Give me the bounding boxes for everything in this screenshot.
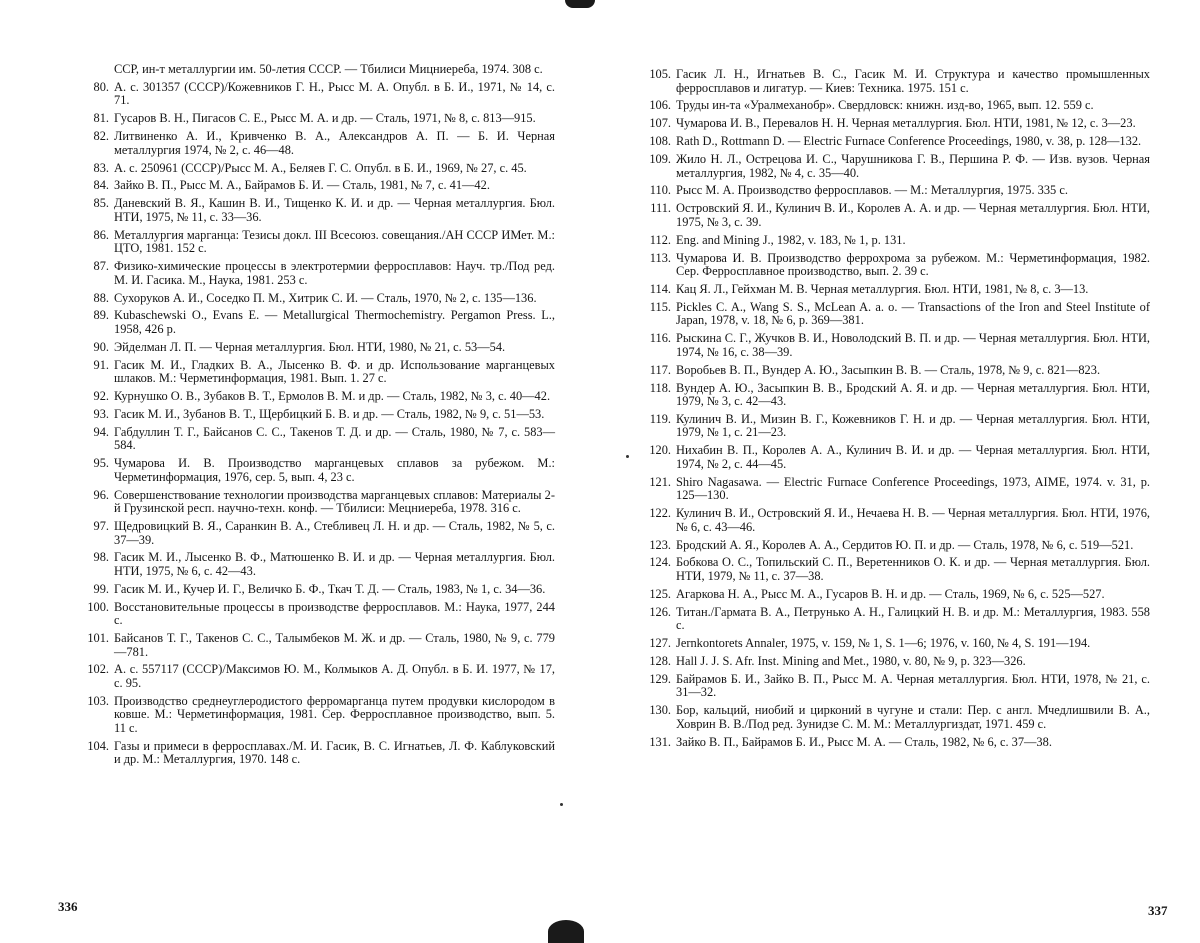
reference-entry (80, 426, 555, 453)
reference-number: 105. (649, 67, 671, 81)
reference-entry (80, 229, 555, 256)
reference-text: Рысс М. А. Производство ферросплавов. — М.: Металлургия, 1975. 335 с. (676, 183, 1068, 198)
reference-entry (642, 202, 1150, 229)
reference-number: 87. (93, 259, 109, 274)
reference-entry (642, 704, 1150, 731)
reference-text: А. с. 250961 (СССР)/Рысс М. А., Беляев Г. С. Опубл. в Б. И., 1969, № 27, с. 45. (114, 160, 527, 175)
reference-entry (642, 332, 1150, 359)
reference-entry (642, 234, 1150, 248)
reference-text: Kubaschewski O., Evans E. — Metallurgical Thermochemistry. Pergamon Press. L., 1958, 426 p. (114, 308, 555, 336)
reference-text: Кулинич В. И., Мизин В. Г., Кожевников Г. Н. и др. — Черная металлургия. Бюл. НТИ, 1979, № 1, с. 21—23. (676, 411, 1150, 440)
reference-number: 102. (87, 662, 109, 677)
reference-text: Shiro Nagasawa. — Electric Furnace Conference Proceedings, 1973, AIME, 1974. v. 31, p. 125—130. (676, 474, 1150, 503)
reference-entry (80, 359, 555, 386)
reference-entry (80, 341, 555, 355)
reference-text: Даневский В. Я., Кашин В. И., Тищенко К. И. и др. — Черная металлургия. Бюл. НТИ, 1975, № 11, с. 33—36. (114, 196, 555, 224)
reference-text: Гасик М. И., Зубанов В. Т., Щербицкий Б. В. и др. — Сталь, 1982, № 9, с. 51—53. (114, 406, 545, 421)
reference-text: Зайко В. П., Рысс М. А., Байрамов Б. И. — Сталь, 1981, № 7, с. 41—42. (114, 178, 490, 193)
reference-entry (80, 740, 555, 767)
reference-entry (642, 382, 1150, 409)
reference-entry (642, 283, 1150, 297)
reference-number: 97. (93, 519, 109, 534)
reference-text: Газы и примеси в ферросплавах./М. И. Гасик, В. С. Игнатьев, Л. Ф. Каблуковский и др. М.: Металлургия, 1970. 148 с. (114, 738, 555, 767)
reference-entry (642, 117, 1150, 131)
reference-number: 116. (649, 331, 671, 346)
reference-entry (80, 408, 555, 422)
reference-text: А. с. 557117 (СССР)/Максимов Ю. М., Колмыков А. Д. Опубл. в Б. И. 1977, № 17, с. 95. (114, 662, 555, 690)
reference-entry (80, 583, 555, 597)
reference-entry (80, 81, 555, 108)
reference-text: Гасик М. И., Лысенко В. Ф., Матюшенко В. И. и др. — Черная металлургия. Бюл. НТИ, 1975, № 6, с. 42—43. (114, 550, 555, 578)
reference-text: Jernkontorets Annaler, 1975, v. 159, № 1, S. 1—6; 1976, v. 160, № 4, S. 191—194. (676, 636, 1091, 651)
reference-text: Совершенствование технологии производства марганцевых сплавов: Материалы 2-й Грузинской респ. научно-техн. конф. — Тбилиси: Мецниереба, 1978. 316 с. (114, 487, 555, 516)
reference-entry (80, 663, 555, 690)
reference-number: 104. (87, 738, 109, 753)
right-page (600, 0, 1200, 943)
reference-number: 83. (93, 160, 109, 175)
reference-entry (642, 99, 1150, 113)
reference-entry (642, 252, 1150, 279)
reference-entry (642, 673, 1150, 700)
reference-entry (642, 588, 1150, 602)
reference-entry (642, 444, 1150, 471)
reference-entry (80, 390, 555, 404)
reference-entry (80, 489, 555, 516)
reference-text: Rath D., Rottmann D. — Electric Furnace Conference Proceedings, 1980, v. 38, p. 128—132. (676, 134, 1142, 149)
reference-text: Байрамов Б. И., Зайко В. П., Рысс М. А. Черная металлургия. Бюл. НТИ, 1978, № 21, с. 31—32. (676, 671, 1150, 700)
reference-text: Бродский А. Я., Королев А. А., Сердитов Ю. П. и др. — Сталь, 1978, № 6, с. 519—521. (676, 537, 1134, 552)
reference-entry (80, 260, 555, 287)
reference-entry (80, 130, 555, 157)
reference-text: Эйделман Л. П. — Черная металлургия. Бюл. НТИ, 1980, № 21, с. 53—54. (114, 339, 506, 354)
reference-text: Чумарова И. В. Производство феррохрома за рубежом. М.: Черметинформация, 1982. Сер. Ферросплавное производство, вып. 2. 39 с. (676, 250, 1150, 279)
reference-text: Рыскина С. Г., Жучков В. И., Новолодский В. П. и др. — Черная металлургия. Бюл. НТИ, 1974, № 16, с. 38—39. (676, 331, 1150, 359)
reference-text: Бор, кальций, ниобий и цирконий в чугуне и стали: Пер. с англ. Мчедлишвили В. А., Ховрин В. В./Под ред. Зунидзе С. М. М.: Металлургиздат, 1971. 459 с. (676, 703, 1150, 731)
page-number-left: 336 (58, 899, 78, 914)
reference-text: Труды ин-та «Уралмеханобр». Свердловск: книжн. изд-во, 1965, вып. 12. 559 с. (676, 98, 1094, 113)
reference-text: Кац Я. Л., Гейхман М. В. Черная металлургия. Бюл. НТИ, 1981, № 8, с. 3—13. (676, 282, 1089, 297)
reference-text: Hall J. J. S. Afr. Inst. Mining and Met., 1980, v. 80, № 9, p. 323—326. (676, 653, 1026, 668)
reference-number: 114. (649, 282, 671, 297)
reference-entry (80, 197, 555, 224)
reference-number: 129. (649, 671, 671, 686)
reference-text: Жило Н. Л., Острецова И. С., Чарушникова Г. В., Першина Р. Ф. — Изв. вузов. Черная металлургия, 1982, № 4, с. 35—40. (676, 152, 1150, 180)
reference-number: 91. (93, 357, 109, 372)
reference-entry (80, 601, 555, 628)
reference-text: Байсанов Т. Г., Такенов С. С., Талымбеков М. Ж. и др. — Сталь, 1980, № 9, с. 779—781. (114, 631, 555, 659)
scan-blot-bottom (548, 920, 584, 943)
reference-text: Pickles C. A., Wang S. S., McLean A. a. o. — Transactions of the Iron and Steel Institute of Japan, 1978, v. 18, № 6, p. 369—381. (676, 299, 1150, 328)
reference-text: Сухоруков А. И., Соседко П. М., Хитрик С. И. — Сталь, 1970, № 2, с. 135—136. (114, 290, 537, 305)
reference-number: 98. (93, 550, 109, 565)
reference-number: 119. (649, 411, 671, 426)
reference-text: Курнушко О. В., Зубаков В. Т., Ермолов В. М. и др. — Сталь, 1982, № 3, с. 40—42. (114, 389, 551, 404)
reference-text: Чумарова И. В., Перевалов Н. Н. Черная металлургия. Бюл. НТИ, 1981, № 12, с. 3—23. (676, 116, 1136, 131)
reference-entry (80, 162, 555, 176)
reference-text: Гасик Л. Н., Игнатьев В. С., Гасик М. И. Структура и качество промышленных ферросплавов и лигатур. — Киев: Техника. 1975. 151 с. (676, 67, 1150, 95)
reference-number: 113. (649, 250, 671, 265)
reference-text: Eng. and Mining J., 1982, v. 183, № 1, p. 131. (676, 232, 906, 247)
page-number-right: 337 (1148, 903, 1168, 918)
reference-entry (642, 606, 1150, 633)
reference-entry (80, 112, 555, 126)
reference-number: 92. (93, 389, 109, 404)
reference-entry (642, 153, 1150, 180)
reference-entry (80, 695, 555, 736)
reference-number: 122. (649, 506, 671, 521)
reference-number: 106. (649, 98, 671, 113)
reference-text: Агаркова Н. А., Рысс М. А., Гусаров В. Н. и др. — Сталь, 1969, № 6, с. 525—527. (676, 586, 1105, 601)
reference-text: Металлургия марганца: Тезисы докл. III Всесоюз. совещания./АН СССР ИМет. М.: ЦТО, 1981. 152 с. (114, 227, 555, 256)
reference-entry (642, 184, 1150, 198)
reference-number: 117. (649, 362, 671, 377)
reference-number: 89. (93, 308, 109, 323)
reference-number: 95. (93, 456, 109, 471)
reference-text: Зайко В. П., Байрамов Б. И., Рысс М. А. — Сталь, 1982, № 6, с. 37—38. (676, 734, 1052, 749)
reference-list-right (642, 68, 1150, 754)
reference-text: Бобкова О. С., Топильский С. П., Веретенников О. К. и др. — Черная металлургия. Бюл. НТИ, 1979, № 11, с. 37—38. (676, 555, 1150, 583)
reference-number: 93. (93, 406, 109, 421)
reference-entry (642, 556, 1150, 583)
reference-entry (80, 292, 555, 306)
reference-number: 80. (93, 79, 109, 94)
reference-number: 120. (649, 443, 671, 458)
reference-entry (80, 179, 555, 193)
reference-entry (642, 539, 1150, 553)
reference-continuation: ССР, ин-т металлургии им. 50-летия СССР. — Тбилиси Мицниереба, 1974. 308 с. (114, 62, 543, 76)
reference-text: Гасик М. И., Кучер И. Г., Величко Б. Ф., Ткач Т. Д. — Сталь, 1983, № 1, с. 34—36. (114, 581, 546, 596)
reference-entry (80, 457, 555, 484)
reference-entry (642, 637, 1150, 651)
reference-text: Щедровицкий В. Я., Саранкин В. А., Стебливец Л. Н. и др. — Сталь, 1982, № 5, с. 37—39. (114, 519, 555, 547)
reference-number: 108. (649, 134, 671, 149)
reference-text: Восстановительные процессы в производстве ферросплавов. М.: Наука, 1977, 244 с. (114, 599, 555, 628)
reference-entry (642, 476, 1150, 503)
reference-text: Производство среднеуглеродистого ферромарганца путем продувки кислородом в ковше. М.: Черметинформация, 1981. Сер. Ферросплавное производство, вып. 5. 11 с. (114, 693, 555, 735)
reference-number: 103. (87, 693, 109, 708)
reference-number: 96. (93, 487, 109, 502)
reference-entry (642, 364, 1150, 378)
reference-number: 130. (649, 703, 671, 718)
reference-entry (80, 309, 555, 336)
reference-entry (642, 507, 1150, 534)
reference-number: 94. (93, 424, 109, 439)
reference-text: Физико-химические процессы в электротермии ферросплавов: Науч. тр./Под ред. М. И. Гасика. М., Наука, 1981. 253 с. (114, 259, 555, 287)
reference-number: 109. (649, 152, 671, 167)
reference-number: 86. (93, 227, 109, 242)
reference-number: 81. (93, 111, 109, 126)
reference-number: 100. (87, 599, 109, 614)
reference-entry (642, 736, 1150, 750)
reference-number: 82. (93, 129, 109, 144)
reference-number: 85. (93, 196, 109, 211)
reference-entry (642, 655, 1150, 669)
scan-speck (560, 803, 563, 806)
reference-number: 118. (649, 380, 671, 395)
reference-entries-right (642, 68, 1150, 749)
reference-text: Титан./Гармата В. А., Петрунько А. Н., Галицкий Н. В. и др. М.: Металлургия, 1983. 558 с. (676, 604, 1150, 633)
reference-entry (80, 632, 555, 659)
reference-text: А. с. 301357 (СССР)/Кожевников Г. Н., Рысс М. А. Опубл. в Б. И., 1971, № 14, с. 71. (114, 79, 555, 108)
reference-number: 90. (93, 339, 109, 354)
reference-number: 131. (649, 734, 671, 749)
reference-number: 115. (649, 299, 671, 314)
reference-number: 111. (650, 201, 671, 216)
reference-number: 84. (93, 178, 109, 193)
reference-entry (642, 68, 1150, 95)
reference-number: 107. (649, 116, 671, 131)
reference-text: Литвиненко А. И., Кривченко В. А., Александров А. П. — Б. И. Черная металлургия 1974, № 2, с. 46—48. (114, 129, 555, 157)
reference-entry (80, 520, 555, 547)
reference-number: 126. (649, 604, 671, 619)
reference-text: Вундер А. Ю., Засыпкин В. В., Бродский А. Я. и др. — Черная металлургия. Бюл. НТИ, 1979, № 3, с. 42—43. (676, 380, 1150, 409)
reference-text: Гусаров В. Н., Пигасов С. Е., Рысс М. А. и др. — Сталь, 1971, № 8, с. 813—915. (114, 111, 536, 126)
reference-entry (642, 135, 1150, 149)
reference-entry (80, 551, 555, 578)
reference-number: 125. (649, 586, 671, 601)
reference-number: 99. (93, 581, 109, 596)
reference-entries-left (80, 81, 555, 767)
reference-number: 112. (649, 232, 671, 247)
reference-number: 128. (649, 653, 671, 668)
reference-entry (642, 413, 1150, 440)
reference-text: Нихабин В. П., Королев А. А., Кулинич В. И. и др. — Черная металлургия. Бюл. НТИ, 1974, № 2, с. 44—45. (676, 443, 1150, 471)
reference-number: 127. (649, 636, 671, 651)
reference-text: Габдуллин Т. Г., Байсанов С. С., Такенов Т. Д. и др. — Сталь, 1980, № 7, с. 583—584. (114, 424, 555, 453)
scan-speck (626, 455, 629, 458)
reference-number: 124. (649, 555, 671, 570)
reference-number: 101. (87, 631, 109, 646)
reference-text: Чумарова И. В. Производство марганцевых сплавов за рубежом. М.: Черметинформация, 1976, сер. 5, вып. 4, 23 с. (114, 456, 555, 484)
reference-text: Кулинич В. И., Островский Я. И., Нечаева Н. В. — Черная металлургия. Бюл. НТИ, 1976, № 6, с. 43—46. (676, 506, 1150, 534)
reference-entry (642, 301, 1150, 328)
reference-number: 110. (649, 183, 671, 198)
reference-list-left (80, 63, 555, 771)
reference-number: 121. (649, 474, 671, 489)
reference-text: Островский Я. И., Кулинич В. И., Королев А. А. и др. — Черная металлургия. Бюл. НТИ, 1975, № 3, с. 39. (676, 201, 1150, 229)
reference-number: 88. (93, 290, 109, 305)
reference-text: Воробьев В. П., Вундер А. Ю., Засыпкин В. В. — Сталь, 1978, № 9, с. 821—823. (676, 362, 1101, 377)
reference-text: Гасик М. И., Гладких В. А., Лысенко В. Ф. и др. Использование марганцевых шлаков. М.: Черметинформация, 1981. Вып. 1. 27 с. (114, 357, 555, 386)
reference-number: 123. (649, 537, 671, 552)
